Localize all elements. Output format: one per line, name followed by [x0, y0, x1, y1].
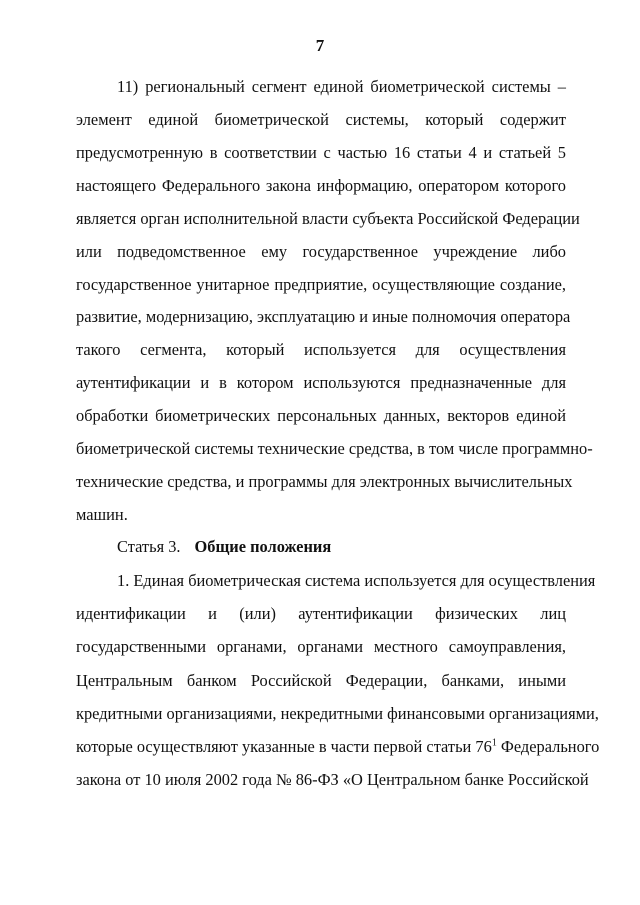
paragraph-line: Центральным банком Российской Федерации, банками, иными [76, 671, 566, 690]
paragraph-line: является орган исполнительной власти субъекта Российской Федерации [76, 209, 580, 228]
superscript: 1 [491, 737, 497, 749]
paragraph-line: обработки биометрических персональных данных, векторов единой [76, 406, 566, 425]
paragraph-line: 1. Единая биометрическая система используется для осуществления [117, 571, 596, 590]
paragraph-line: аутентификации и в котором используются предназначенные для [76, 373, 566, 392]
paragraph-line: настоящего Федерального закона информацию, оператором которого [76, 176, 566, 195]
article-heading [117, 537, 566, 557]
paragraph-line: элемент единой биометрической системы, который содержит [76, 110, 566, 129]
paragraph-line: или подведомственное ему государственное учреждение либо [76, 242, 566, 261]
line-text-after: Федерального [496, 737, 600, 756]
paragraph-line: такого сегмента, который используется для осуществления [76, 340, 566, 359]
paragraph-line: идентификации и (или) аутентификации физических лиц [76, 604, 566, 623]
article-number: Статья 3. [117, 537, 181, 556]
paragraph-line: государственное унитарное предприятие, осуществляющие создание, [76, 275, 566, 294]
paragraph-line: предусмотренную в соответствии с частью 16 статьи 4 и статьей 5 [76, 143, 566, 162]
paragraph-line: государственными органами, органами местного самоуправления, [76, 637, 566, 656]
paragraph-line: биометрической системы технические средства, в том числе программно- [76, 439, 593, 458]
paragraph-line: 11) региональный сегмент единой биометрической системы – [117, 77, 566, 96]
paragraph-line: закона от 10 июля 2002 года № 86-ФЗ «О Центральном банке Российской [76, 770, 589, 789]
paragraph-line-with-superscript [76, 737, 600, 757]
paragraph-line: развитие, модернизацию, эксплуатацию и иные полномочия оператора [76, 307, 571, 326]
article-title: Общие положения [194, 537, 332, 556]
paragraph-line: машин. [76, 505, 128, 524]
paragraph-line: кредитными организациями, некредитными финансовыми организациями, [76, 704, 599, 723]
page-number: 7 [315, 36, 325, 55]
paragraph-line: технические средства, и программы для электронных вычислительных [76, 472, 573, 491]
line-text: которые осуществляют указанные в части первой статьи 76 [76, 737, 492, 756]
